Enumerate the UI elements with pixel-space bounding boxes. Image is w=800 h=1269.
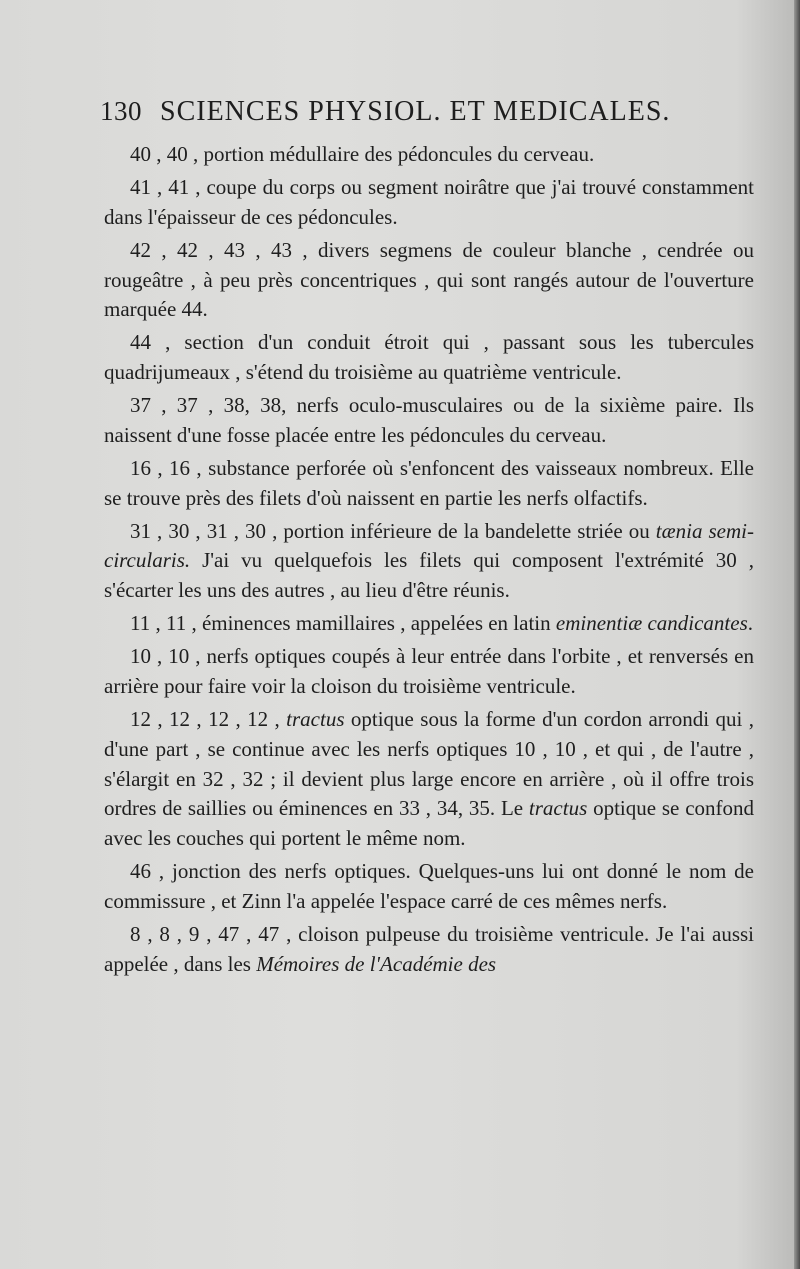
- paragraph: [104, 140, 754, 170]
- running-header: [100, 96, 720, 140]
- paragraph-text: optique se confond avec les couches qui portent le même nom.: [104, 796, 755, 851]
- paragraph-text: 40 , 40 , portion médullaire des pédoncules du cerveau.: [130, 142, 595, 166]
- paragraph-text: .: [747, 611, 754, 636]
- paragraph: [104, 328, 754, 388]
- paragraph-text: 10 , 10 , nerfs optiques coupés à leur entrée dans l'orbite , et renversés en arrière pour faire voir la cloison du troisième ventricule.: [104, 644, 754, 699]
- paragraph-text: 37 , 37 , 38, 38, nerfs oculo-musculaires ou de la sixième paire. Ils naissent d'une fosse placée entre les pédoncules du cerveau.: [104, 393, 754, 447]
- paragraph-text: 16 , 16 , substance perforée où s'enfoncent des vaisseaux nombreux. Elle se trouve près des filets d'où naissent en partie les nerfs olfactifs.: [104, 455, 754, 510]
- paragraph: [104, 920, 754, 980]
- paragraph-text: 12 , 12 , 12 , 12 ,: [130, 707, 287, 732]
- paragraph-text: 41 , 41 , coupe du corps ou segment noirâtre que j'ai trouvé constamment dans l'épaisseur de ces pédoncules.: [104, 174, 754, 229]
- body-text: [104, 140, 754, 983]
- italic-text: tænia semi-circularis.: [104, 518, 754, 573]
- paragraph-text: 8 , 8 , 9 , 47 , 47 , cloison pulpeuse du troisième ventricule. Je l'ai aussi appelée , dans les: [104, 921, 754, 976]
- paragraph: [104, 857, 754, 917]
- paragraph-text: 42 , 42 , 43 , 43 , divers segmens de couleur blanche , cendrée ou rougeâtre , à peu près concentriques , qui sont rangés autour de l'ouverture marquée 44.: [104, 237, 754, 322]
- paragraph: [104, 454, 754, 514]
- running-title: SCIENCES PHYSIOL. ET MEDICALES.: [160, 96, 671, 127]
- page-number: 130: [100, 96, 142, 126]
- italic-text: tractus: [528, 796, 588, 821]
- paragraph: [104, 391, 754, 451]
- paragraph-text: 46 , jonction des nerfs optiques. Quelques-uns lui ont donné le nom de commissure , et Zinn l'a appelée l'espace carré de ces mêmes nerfs.: [104, 859, 754, 913]
- paragraph: [104, 609, 754, 639]
- paragraph-text: 31 , 30 , 31 , 30 , portion inférieure de la bandelette striée ou: [130, 518, 656, 543]
- paragraph: [104, 705, 754, 854]
- paragraph-text: 44 , section d'un conduit étroit qui , passant sous les tubercules quadrijumeaux , s'étend du troisième au quatrième ventricule.: [104, 330, 754, 385]
- paragraph: [104, 517, 754, 606]
- italic-text: Mémoires de l'Académie des: [256, 951, 497, 976]
- paragraph: [104, 173, 754, 233]
- italic-text: eminentiæ candicantes: [555, 611, 748, 636]
- paragraph: [104, 642, 754, 702]
- italic-text: tractus: [286, 707, 345, 732]
- page-edge-shadow: [794, 0, 800, 1269]
- paragraph-text: optique sous la forme d'un cordon arrondi qui , d'une part , se continue avec les nerfs optiques 10 , 10 , et qui , de l'autre , s'élargit en 32 , 32 ; il devient plus large encore en arrière , où il offre trois ordres de saillies ou éminences en 33 , 34, 35. Le: [104, 707, 754, 821]
- paragraph: [104, 236, 754, 325]
- paragraph-text: J'ai vu quelquefois les filets qui composent l'extrémité 30 , s'écarter les uns des autres , au lieu d'être réunis.: [104, 548, 754, 603]
- paragraph-text: 11 , 11 , éminences mamillaires , appelées en latin: [130, 611, 556, 636]
